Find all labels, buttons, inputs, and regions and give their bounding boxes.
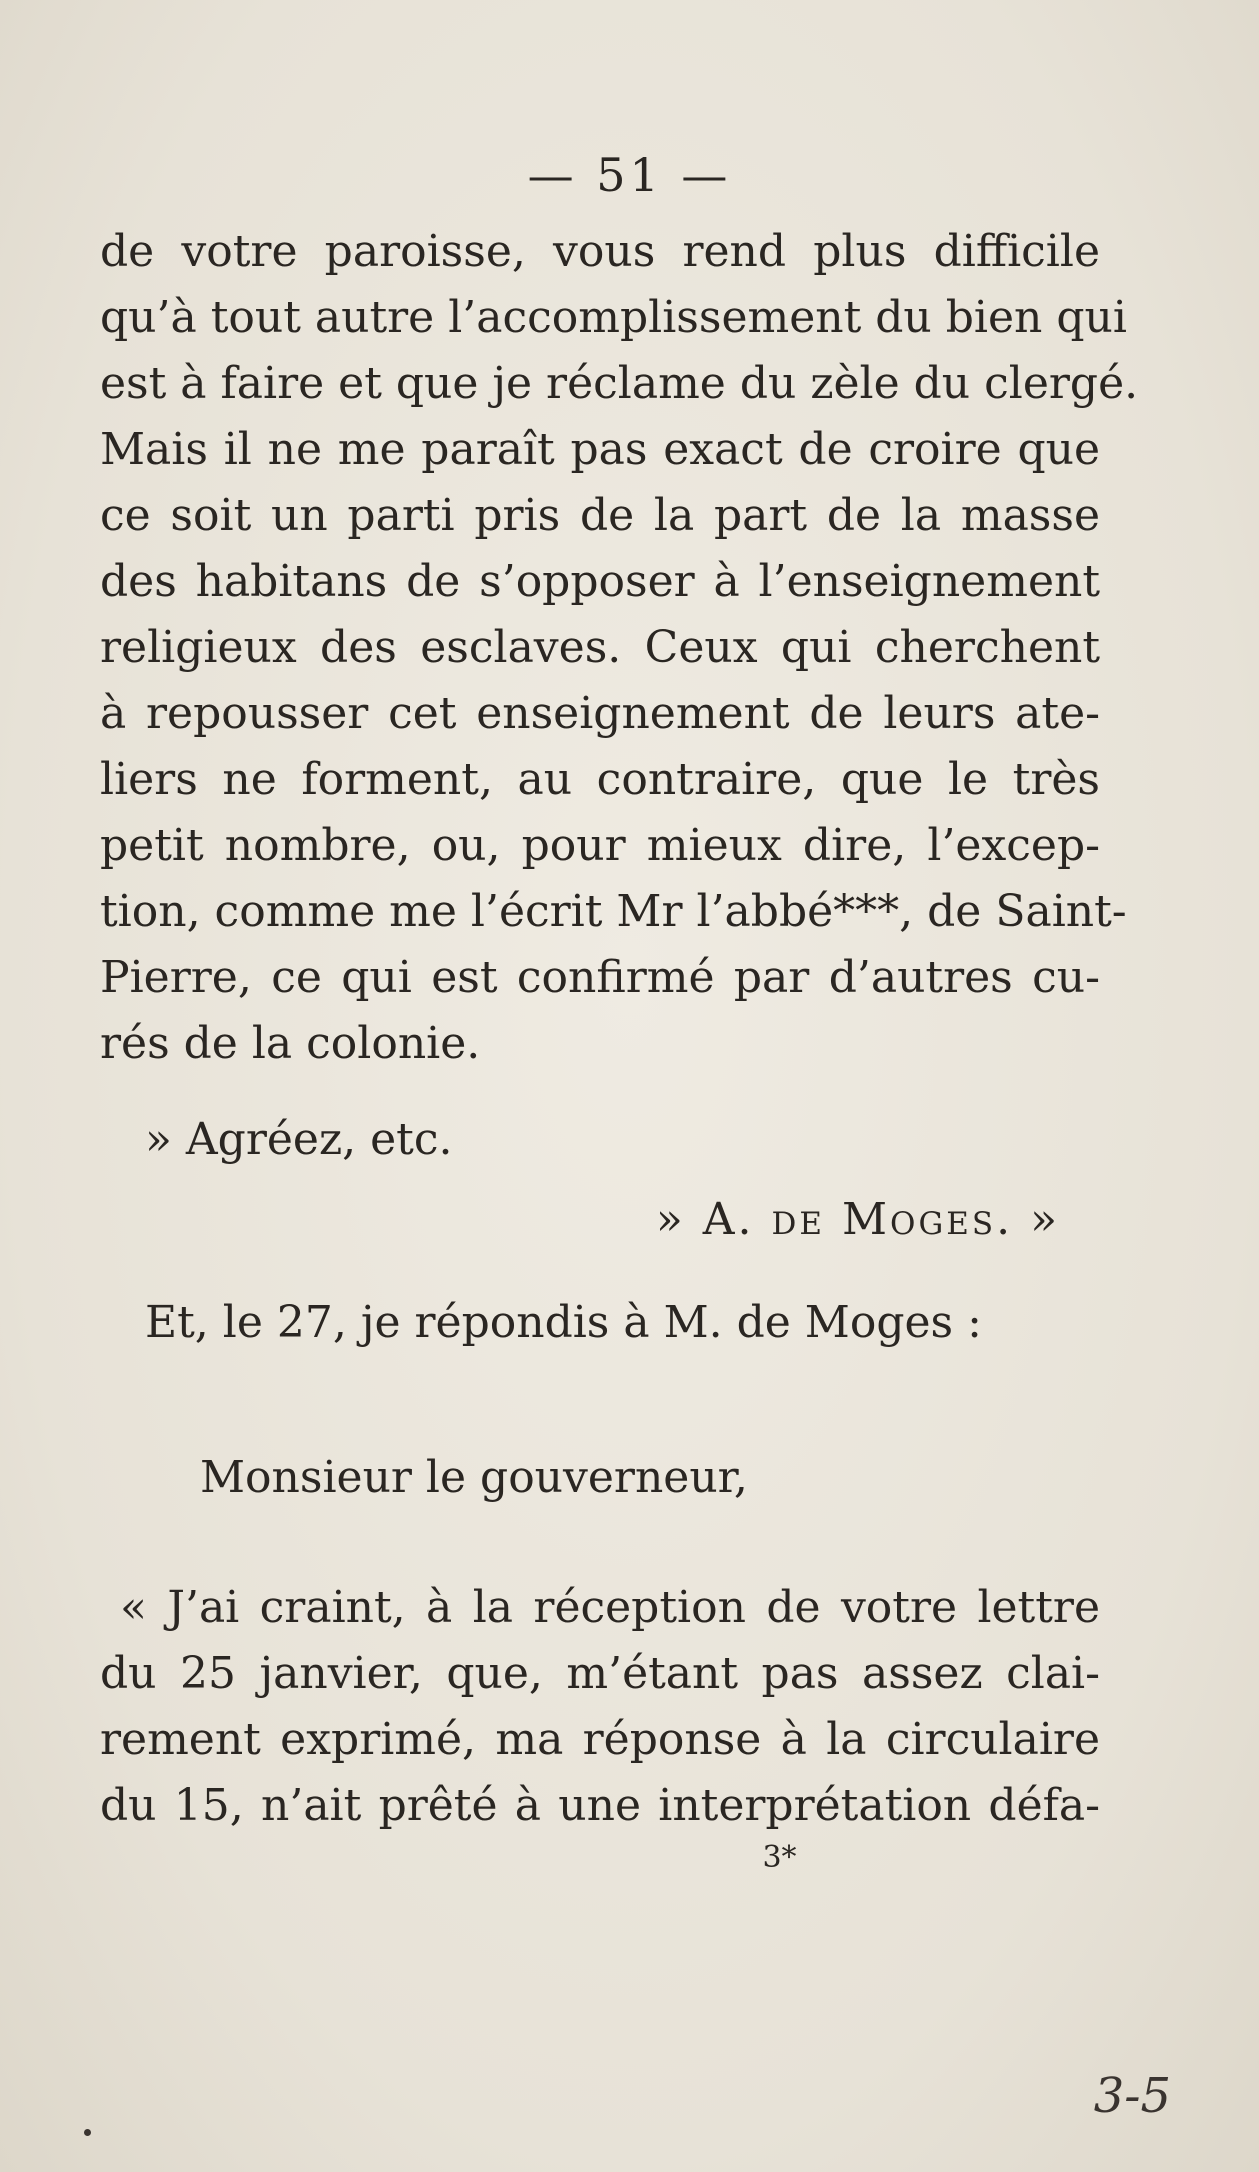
text-line: religieux des esclaves. Ceux qui cherchent: [100, 622, 1100, 673]
letter-signature: » A. de Moges. »: [655, 1194, 1060, 1245]
page-number: — 51 —: [527, 148, 732, 202]
closing-line: » Agréez, etc.: [145, 1114, 453, 1165]
salutation: Monsieur le gouverneur,: [200, 1452, 748, 1503]
text-line: petit nombre, ou, pour mieux dire, l’excep-: [100, 820, 1100, 871]
text-line: qu’à tout autre l’accomplissement du bien qui: [100, 292, 1127, 343]
text-line: des habitans de s’opposer à l’enseignement: [100, 556, 1100, 607]
pencil-annotation: 3-5: [1093, 2068, 1171, 2124]
text-line: liers ne forment, au contraire, que le très: [100, 754, 1100, 805]
text-line: tion, comme me l’écrit Mr l’abbé***, de Saint-: [100, 886, 1127, 937]
text-line: rés de la colonie.: [100, 1018, 481, 1069]
text-line: ce soit un parti pris de la part de la masse: [100, 490, 1100, 541]
ink-dot: [84, 2129, 91, 2136]
text-line: est à faire et que je réclame du zèle du clergé.: [100, 358, 1139, 409]
text-line: du 25 janvier, que, m’étant pas assez clai-: [100, 1648, 1100, 1699]
text-line: Mais il ne me paraît pas exact de croire que: [100, 424, 1100, 475]
text-line: « J’ai craint, à la réception de votre lettre: [120, 1582, 1100, 1633]
text-line: de votre paroisse, vous rend plus difficile: [100, 226, 1100, 277]
text-line: Pierre, ce qui est confirmé par d’autres cu-: [100, 952, 1100, 1003]
text-line: du 15, n’ait prêté à une interprétation défa-: [100, 1780, 1100, 1831]
printer-signature-mark: 3*: [762, 1840, 797, 1875]
text-line: à repousser cet enseignement de leurs ate-: [100, 688, 1100, 739]
text-line: rement exprimé, ma réponse à la circulaire: [100, 1714, 1100, 1765]
text-line: Et, le 27, je répondis à M. de Moges :: [145, 1297, 982, 1348]
